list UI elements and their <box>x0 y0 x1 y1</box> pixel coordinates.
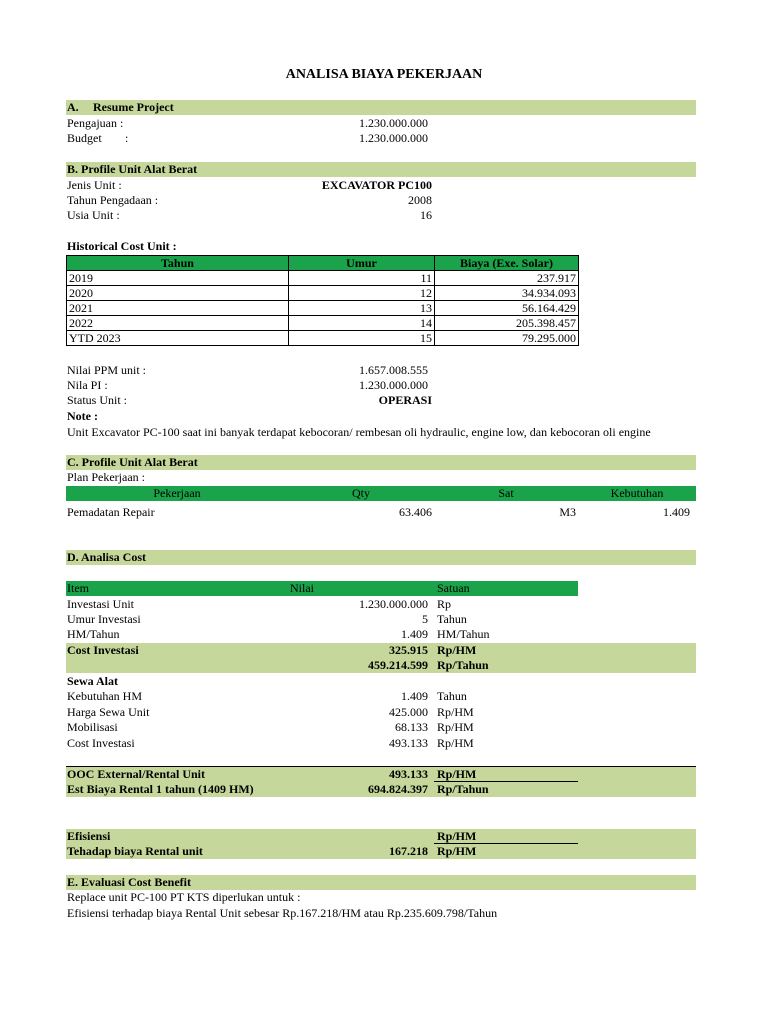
pengajuan-label: Pengajuan : <box>67 116 124 130</box>
plan-col-pekerjaan: Pekerjaan <box>153 486 201 500</box>
sewa-satuan: Rp/HM <box>437 720 474 734</box>
table-row <box>67 271 579 286</box>
cost-item: HM/Tahun <box>67 627 120 641</box>
cost-nilai: 5 <box>422 612 428 626</box>
sewa-nilai: 493.133 <box>389 736 428 750</box>
plan-col-kebutuhan: Kebutuhan <box>610 486 664 500</box>
note-label: Note : <box>67 409 98 423</box>
cell-tahun: 2019 <box>67 271 289 286</box>
cost-nilai: 1.230.000.000 <box>359 597 428 611</box>
ooc-label: OOC External/Rental Unit <box>67 767 205 781</box>
plan-row-kebutuhan: 1.409 <box>663 505 690 519</box>
budget-colon: : <box>125 131 129 145</box>
section-d-band <box>66 550 696 565</box>
sewa-item: Cost Investasi <box>67 736 135 750</box>
cost-header-band <box>66 581 578 596</box>
note-text: Unit Excavator PC-100 saat ini banyak terdapat kebocoran/ rembesan oli hydraulic, engine low, dan kebocoran oli engine <box>67 425 651 439</box>
cell-tahun: 2021 <box>67 301 289 316</box>
section-c-title: C. Profile Unit Alat Berat <box>67 455 198 469</box>
col-tahun-header: Tahun <box>67 256 289 271</box>
cost-col-satuan: Satuan <box>437 581 470 595</box>
cost-investasi-tahun: 459.214.599 <box>368 658 428 672</box>
plan-col-sat: Sat <box>498 486 514 500</box>
cell-biaya: 34.934.093 <box>435 286 579 301</box>
pi-label: Nila PI : <box>67 378 108 392</box>
section-a-letter: A. <box>67 100 79 114</box>
cell-umur: 14 <box>289 316 435 331</box>
cell-tahun: 2022 <box>67 316 289 331</box>
budget-value: 1.230.000.000 <box>359 131 428 145</box>
cost-investasi-tahun-unit: Rp/Tahun <box>437 658 489 672</box>
plan-row-qty: 63.406 <box>399 505 432 519</box>
status-label: Status Unit : <box>67 393 128 407</box>
budget-label: Budget <box>67 131 102 145</box>
cost-investasi-label: Cost Investasi <box>67 643 139 657</box>
cell-umur: 13 <box>289 301 435 316</box>
cost-item: Umur Investasi <box>67 612 141 626</box>
section-e-title: E. Evaluasi Cost Benefit <box>67 875 192 889</box>
cell-umur: 15 <box>289 331 435 346</box>
cost-col-nilai: Nilai <box>290 581 314 595</box>
table-row <box>67 316 579 331</box>
sewa-nilai: 425.000 <box>389 705 428 719</box>
col-biaya-header: Biaya (Exe. Solar) <box>435 256 579 271</box>
usia-unit-label: Usia Unit : <box>67 208 120 222</box>
ppm-label: Nilai PPM unit : <box>67 363 147 377</box>
est-label: Est Biaya Rental 1 tahun (1409 HM) <box>67 782 254 796</box>
est-unit: Rp/Tahun <box>437 782 489 796</box>
cost-col-item: Item <box>67 581 89 595</box>
cell-tahun: 2020 <box>67 286 289 301</box>
terhadap-value: 167.218 <box>389 844 428 858</box>
efisiensi-unit: Rp/HM <box>437 829 477 843</box>
historical-title: Historical Cost Unit : <box>67 239 177 253</box>
est-value: 694.824.397 <box>368 782 428 796</box>
tahun-pengadaan-label: Tahun Pengadaan : <box>67 193 159 207</box>
sewa-satuan: Rp/HM <box>437 705 474 719</box>
cost-satuan: Rp <box>437 597 452 611</box>
cell-biaya: 56.164.429 <box>435 301 579 316</box>
table-row <box>67 286 579 301</box>
sewa-item: Mobilisasi <box>67 720 118 734</box>
cell-biaya: 79.295.000 <box>435 331 579 346</box>
cost-item: Investasi Unit <box>67 597 134 611</box>
cell-tahun: YTD 2023 <box>67 331 289 346</box>
ooc-value: 493.133 <box>389 767 428 781</box>
pi-value: 1.230.000.000 <box>359 378 428 392</box>
cell-umur: 12 <box>289 286 435 301</box>
cost-nilai: 1.409 <box>401 627 428 641</box>
page-title: ANALISA BIAYA PEKERJAAN <box>285 67 483 82</box>
sewa-satuan: Tahun <box>437 689 467 703</box>
cell-biaya: 205.398.457 <box>435 316 579 331</box>
table-row <box>67 301 579 316</box>
sewa-item: Kebutuhan HM <box>67 689 142 703</box>
cell-biaya: 237.917 <box>435 271 579 286</box>
plan-row-sat: M3 <box>559 505 576 519</box>
efisiensi-label: Efisiensi <box>67 829 111 843</box>
sewa-alat-label: Sewa Alat <box>67 674 118 688</box>
status-value: OPERASI <box>378 393 432 407</box>
historical-cost-table <box>66 255 579 346</box>
cell-umur: 11 <box>289 271 435 286</box>
section-a-title: Resume Project <box>93 100 174 114</box>
ooc-unit: Rp/HM <box>437 767 477 781</box>
plan-col-qty: Qty <box>352 486 370 500</box>
col-umur-header: Umur <box>289 256 435 271</box>
usia-unit-value: 16 <box>420 208 432 222</box>
evaluasi-line-1: Replace unit PC-100 PT KTS diperlukan untuk : <box>67 890 301 904</box>
jenis-unit-label: Jenis Unit : <box>67 178 122 192</box>
ppm-value: 1.657.008.555 <box>359 363 428 377</box>
cost-investasi-hm-unit: Rp/HM <box>437 643 477 657</box>
plan-row-pekerjaan: Pemadatan Repair <box>67 505 155 519</box>
terhadap-unit: Rp/HM <box>437 844 477 858</box>
plan-label: Plan Pekerjaan : <box>67 470 145 484</box>
sewa-nilai: 1.409 <box>401 689 428 703</box>
terhadap-label: Tehadap biaya Rental unit <box>67 844 203 858</box>
cost-satuan: Tahun <box>437 612 467 626</box>
cost-investasi-hm: 325.915 <box>389 643 428 657</box>
sewa-nilai: 68.133 <box>395 720 428 734</box>
tahun-pengadaan-value: 2008 <box>408 193 432 207</box>
table-row <box>67 331 579 346</box>
section-b-title: B. Profile Unit Alat Berat <box>67 162 198 176</box>
sewa-item: Harga Sewa Unit <box>67 705 150 719</box>
cost-satuan: HM/Tahun <box>437 627 490 641</box>
evaluasi-line-2: Efisiensi terhadap biaya Rental Unit sebesar Rp.167.218/HM atau Rp.235.609.798/Tahun <box>67 906 498 920</box>
jenis-unit-value: EXCAVATOR PC100 <box>321 178 432 192</box>
section-d-title: D. Analisa Cost <box>67 550 147 564</box>
sewa-satuan: Rp/HM <box>437 736 474 750</box>
historical-header-row <box>67 256 579 271</box>
pengajuan-value: 1.230.000.000 <box>359 116 428 130</box>
